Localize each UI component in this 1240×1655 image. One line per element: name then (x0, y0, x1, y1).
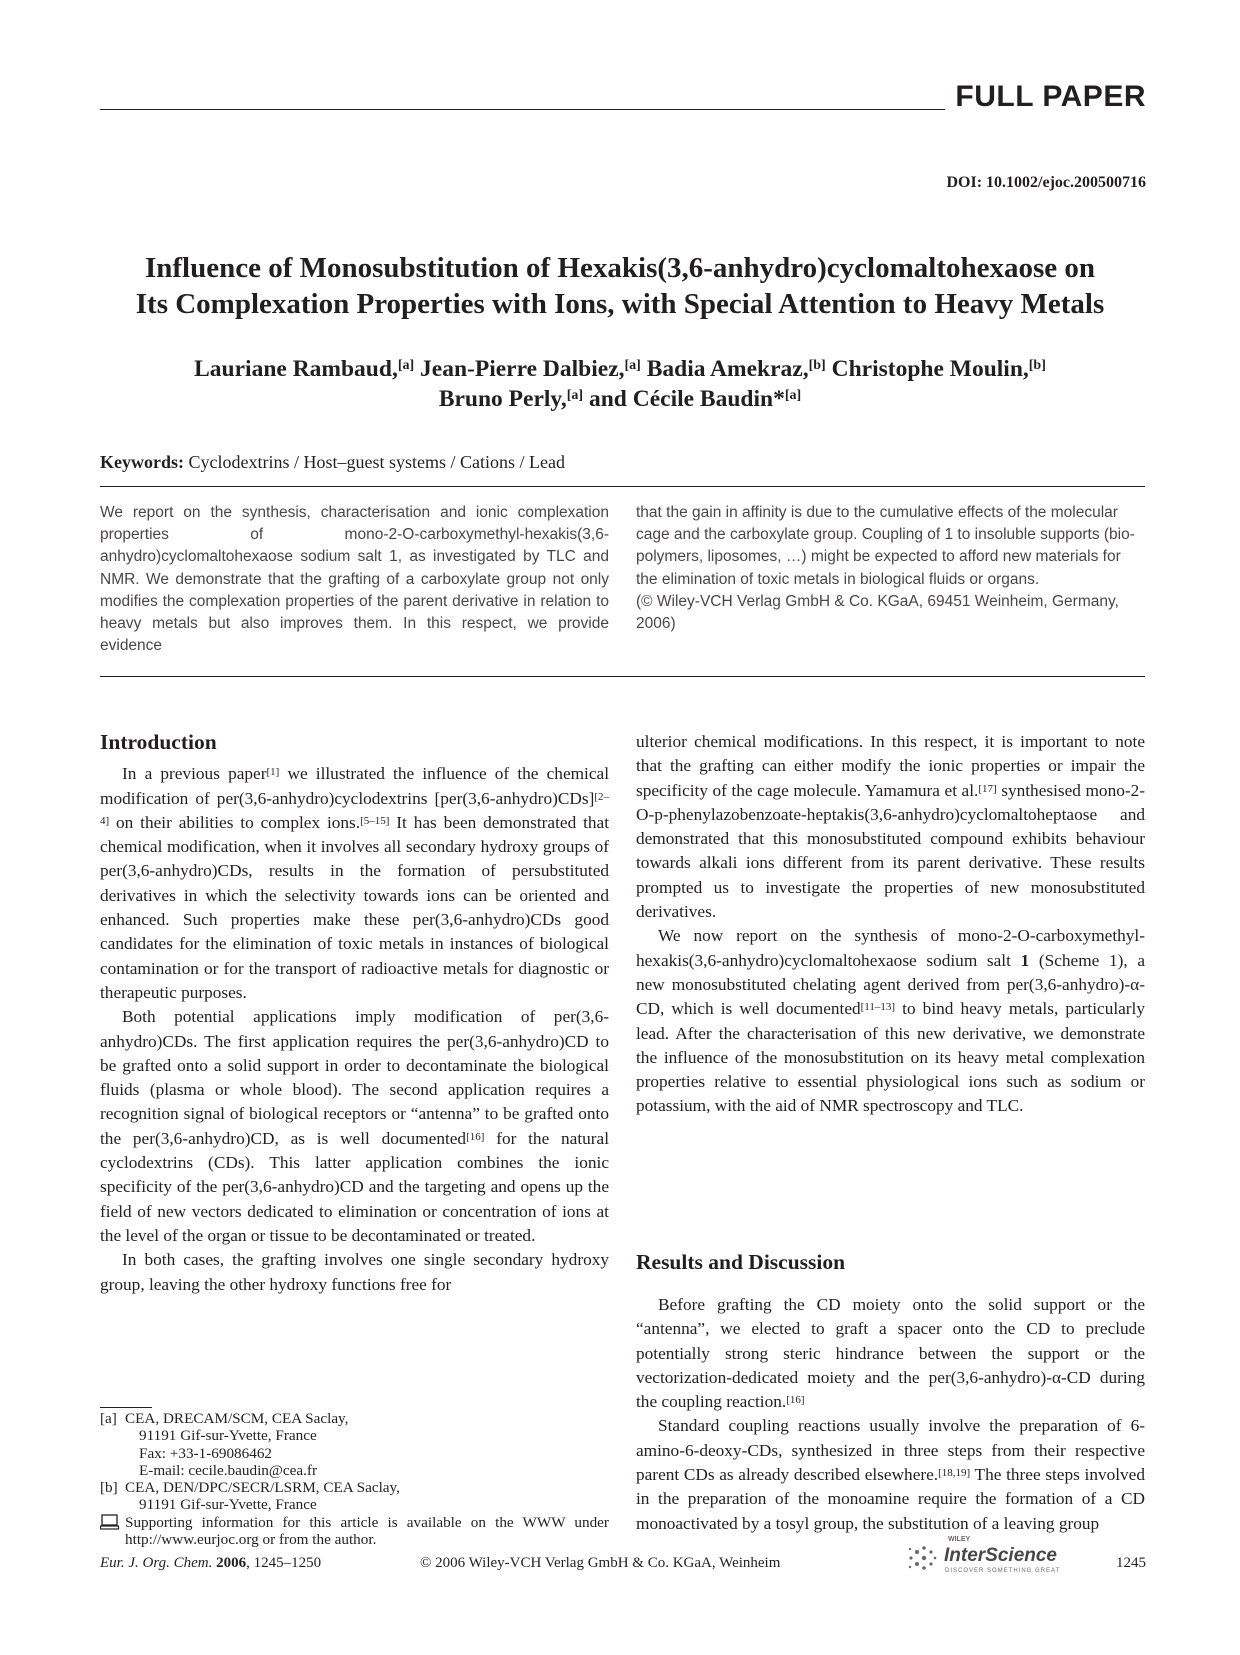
supporting-info (100, 1514, 609, 1549)
affiliation-email[interactable]: E-mail: cecile.baudin@cea.fr (139, 1461, 318, 1479)
affiliation-tag: [b] (100, 1479, 118, 1497)
author-name: Jean-Pierre Dalbiez, (420, 356, 625, 382)
citation: [11–13] (860, 1001, 896, 1014)
author-affiliation: [a] (624, 358, 641, 373)
author-name: Christophe Moulin, (831, 356, 1029, 382)
paragraph (636, 1293, 1145, 1414)
logo-tagline: DISCOVER SOMETHING GREAT (945, 1568, 1061, 1574)
abstract-bottom-rule (100, 676, 1145, 677)
section-heading-introduction: Introduction (100, 730, 217, 754)
journal-name: Eur. J. Org. Chem. (100, 1555, 213, 1571)
paragraph (636, 924, 1145, 1118)
text: (Scheme 1), a new monosubstituted chelating agent derived from per(3,6-anhydro)-α-CD, which is well documented (636, 950, 1145, 1019)
text: for the natural cyclodextrins (CDs). This latter application combines the ionic specificity of the per(3,6-anhydro)CD and the targeting and opens up the field of new vectors dedicated to elimination or concentration of ions at the level of the organ or tissue to be decontaminated or treated. (100, 1128, 610, 1245)
text: The three steps involved in the preparation of the monoamine require the formation of a CD monoactivated by a tosyl group, the substitution of a leaving group (636, 1465, 1145, 1533)
journal-pages: , 1245–1250 (246, 1555, 322, 1571)
author-affiliation: [a] (566, 388, 584, 403)
logo-publisher: WILEY (948, 1536, 971, 1543)
abstract-left: We report on the synthesis, characterisation and ionic complexation properties of mono-2-O-carboxymethyl-hexakis(3,6-anhydro)cyclomaltohexaose sodium salt 1, as investigated by TLC and NMR. We demonstrate that the grafting of a carboxylate group not only modifies the complexation properties of the parent derivative in relation to heavy metals but also improves them. In this respect, we provide evidence (100, 504, 609, 655)
header-rule (100, 109, 945, 110)
body-column-right (636, 730, 1145, 1119)
results-text (636, 1293, 1145, 1536)
abstract-top-rule (100, 486, 1145, 487)
paragraph (636, 1414, 1145, 1535)
abstract-right-text: that the gain in affinity is due to the cumulative effects of the molecular cage and the carboxylate group. Coupling of 1 to insoluble supports (bio-polymers, liposomes, …) might be expected to afford new materials for the elimination of toxic metals in biological fluids or organs. (636, 504, 1135, 588)
author-name: Lauriane Rambaud, (194, 356, 398, 382)
affiliation-b (100, 1479, 609, 1514)
paragraph (100, 1005, 609, 1248)
footer-copyright: © 2006 Wiley-VCH Verlag GmbH & Co. KGaA, Weinheim (420, 1555, 781, 1571)
author-affiliation: [b] (1028, 358, 1046, 373)
footer-citation (100, 1555, 321, 1572)
text: Both potential applications imply modification of per(3,6-anhydro)CDs. The first application requires the per(3,6-anhydro)CD to be grafted onto a solid support in order to decontaminate the biological fluids (plasma or whole blood). The second application requires a recognition signal of biological receptors or “antenna” to be grafted onto the per(3,6-anhydro)CD, as is well documented (100, 1007, 609, 1148)
author-affiliation: [a] (784, 388, 802, 403)
logo-brand: InterScience (944, 1545, 1057, 1566)
affiliation-line: 91191 Gif-sur-Yvette, France (139, 1427, 317, 1445)
citation: [16] (786, 1394, 805, 1407)
author-affiliation: [b] (808, 358, 826, 373)
author-affiliation: [a] (397, 358, 415, 373)
text: on their abilities to complex ions. (109, 812, 361, 832)
affiliation-tag: [a] (100, 1410, 117, 1427)
paragraph: In both cases, the grafting involves one single secondary hydroxy group, leaving the other hydroxy functions free for (100, 1250, 609, 1294)
author-name: Bruno Perly, (438, 386, 567, 412)
citation: [17] (978, 782, 997, 795)
text: we illustrated the influence of the chemical modification of per(3,6-anhydro)cyclodextrins [per(3,6-anhydro)CDs] (100, 764, 610, 808)
text: synthesised mono-2-O-p-phenylazobenzoate-heptakis(3,6-anhydro)cyclomaltoheptaose and demonstrated that this monosubstituted compound exhibits behaviour towards alkali ions different from its parent derivative. These results prompted us to investigate the properties of new monosubstituted derivatives. (636, 780, 1145, 922)
page-number: 1245 (1116, 1555, 1146, 1571)
section-label: FULL PAPER (955, 80, 1146, 113)
citation: [2–4] (100, 790, 609, 827)
affiliations (100, 1410, 609, 1548)
compound-number: 1 (1020, 950, 1030, 970)
author-name: Badia Amekraz, (646, 356, 809, 382)
text: It has been demonstrated that chemical modification, when it involves all secondary hydroxy groups of per(3,6-anhydro)CDs, results in the formation of persubstituted derivatives in which the selectivity towards ions can be oriented and enhanced. Such properties make these per(3,6-anhydro)CDs good candidates for the elimination of toxic metals in instances of biological contamination or for the transport of radioactive metals for diagnostic or therapeutic purposes. (100, 812, 609, 1002)
keywords (100, 452, 565, 473)
affiliation-line: CEA, DEN/DPC/SECR/LSRM, CEA Saclay, (125, 1479, 400, 1497)
text: In a previous paper (122, 764, 267, 784)
body-column-left (100, 730, 609, 1297)
text: We now report on the synthesis of mono-2-O-carboxymethyl-hexakis(3,6-anhydro)cyclomaltohexaose sodium salt (636, 926, 1145, 970)
journal-year: 2006 (216, 1555, 247, 1571)
citation: [5–15] (360, 814, 390, 827)
citation: [1] (266, 766, 280, 779)
paragraph (100, 762, 609, 1005)
affiliation-line: 91191 Gif-sur-Yvette, France (139, 1496, 317, 1514)
text: Standard coupling reactions usually involve the preparation of 6-amino-6-deoxy-CDs, synthesized in three steps from their respective parent CDs as already described elsewhere. (636, 1416, 1145, 1485)
text: to bind heavy metals, particularly lead. After the characterisation of this new derivative, we demonstrate the influence of the monosubstitution on its heavy metal complexation properties relative to essential physiological ions such as sodium or potassium, with the aid of NMR spectroscopy and TLC. (636, 999, 1145, 1116)
supporting-info-text: Supporting information for this article is available on the WWW under http://www.eurjoc.org or from the author. (125, 1513, 609, 1549)
paragraph (636, 730, 1145, 924)
keywords-label: Keywords: (100, 452, 184, 472)
computer-icon (100, 1514, 125, 1549)
title-line-1: Influence of Monosubstitution of Hexakis(3,6-anhydro)cyclomaltohexaose on (144, 252, 1096, 284)
affiliation-a (100, 1410, 609, 1479)
section-heading-results: Results and Discussion (636, 1250, 846, 1274)
text: ulterior chemical modifications. In this respect, it is important to note that the grafting can either modify the ionic properties or impair the specificity of the cage molecule. Yamamura et al. (636, 732, 1145, 800)
affiliation-line: CEA, DRECAM/SCM, CEA Saclay, (125, 1410, 349, 1427)
doi: DOI: 10.1002/ejoc.200500716 (946, 174, 1146, 191)
abstract-copyright: (© Wiley-VCH Verlag GmbH & Co. KGaA, 69451 Weinheim, Germany, 2006) (636, 592, 1119, 633)
article-title (90, 250, 1150, 322)
citation: [16] (466, 1130, 485, 1143)
citation: [18,19] (938, 1467, 971, 1480)
keywords-text: Cyclodextrins / Host–guest systems / Cations / Lead (188, 452, 565, 472)
title-line-2: Its Complexation Properties with Ions, with Special Attention to Heavy Metals (135, 288, 1105, 320)
text: Before grafting the CD moiety onto the solid support or the “antenna”, we elected to graft a spacer onto the CD to preclude potentially strong steric hindrance between the support or the vectorization-dedicated moiety and the per(3,6-anhydro)-α-CD during the coupling reaction. (636, 1295, 1145, 1412)
author-list (90, 354, 1150, 414)
author-name: and Cécile Baudin* (588, 386, 785, 412)
abstract-right (636, 502, 1145, 635)
footnote-rule (100, 1407, 152, 1408)
affiliation-line: Fax: +33-1-69086462 (139, 1444, 273, 1462)
